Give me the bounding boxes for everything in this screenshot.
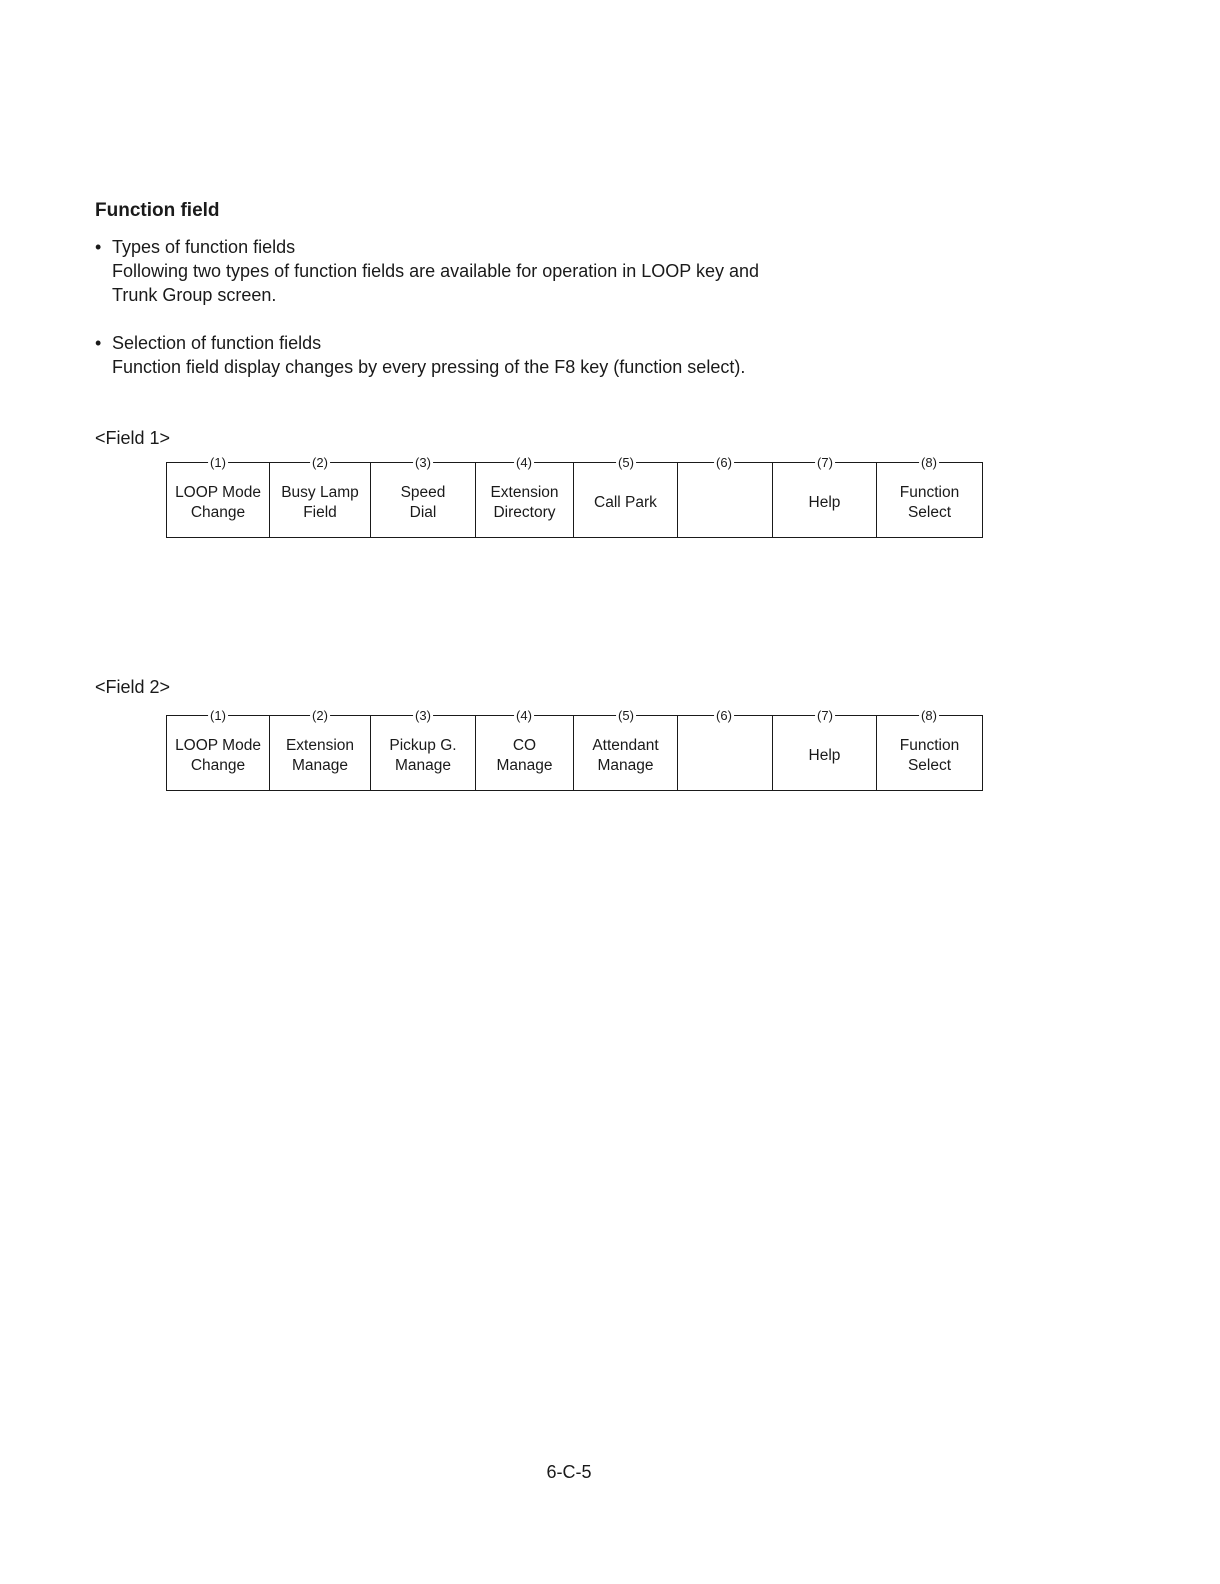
function-key-1: LOOP Mode Change	[167, 716, 270, 790]
page-number: 6-C-5	[546, 1462, 592, 1482]
function-key-1: LOOP Mode Change	[167, 463, 270, 537]
function-key-7: Help	[773, 463, 877, 537]
key-number: (4)	[516, 708, 532, 723]
function-key-2: Extension Manage	[270, 716, 371, 790]
field-1-label: <Field 1>	[95, 428, 171, 448]
key-number: (3)	[415, 455, 431, 470]
field-2-key-diagram	[166, 708, 983, 793]
function-key-3: Speed Dial	[371, 463, 476, 537]
function-key-8: Function Select	[899, 737, 960, 774]
function-key-7: Help	[773, 716, 877, 790]
bullet-types	[95, 235, 759, 307]
section-heading: Function field	[95, 200, 220, 221]
key-number: (4)	[516, 455, 532, 470]
key-number: (1)	[210, 455, 226, 470]
key-row-box	[166, 715, 983, 791]
function-key-4: Extension Directory	[476, 463, 574, 537]
key-number: (8)	[921, 455, 937, 470]
field-1-key-diagram	[166, 455, 983, 540]
bullet-title: Selection of function fields	[112, 333, 322, 353]
key-number: (1)	[210, 708, 226, 723]
bullet-dot: •	[95, 237, 102, 257]
function-key-6	[678, 463, 773, 537]
key-number: (3)	[415, 708, 431, 723]
function-key-5: Call Park	[574, 463, 678, 537]
function-key-3: Pickup G. Manage	[371, 716, 476, 790]
bullet-line: Trunk Group screen.	[112, 285, 277, 305]
key-number: (2)	[312, 455, 328, 470]
key-number: (7)	[817, 455, 833, 470]
bullet-line: Function field display changes by every pressing of the F8 key (function select).	[112, 357, 746, 377]
function-key-2: Busy Lamp Field	[270, 463, 371, 537]
function-key-8: Function Select	[899, 484, 960, 521]
function-key-6	[678, 716, 773, 790]
key-number: (2)	[312, 708, 328, 723]
key-number: (5)	[618, 708, 634, 723]
key-number: (7)	[817, 708, 833, 723]
bullet-selection	[95, 331, 745, 379]
key-number: (6)	[716, 455, 732, 470]
bullet-title: Types of function fields	[112, 237, 296, 257]
bullet-dot: •	[95, 333, 102, 353]
key-number: (6)	[716, 708, 732, 723]
bullet-line: Following two types of function fields are available for operation in LOOP key and	[112, 261, 760, 281]
key-number: (8)	[921, 708, 937, 723]
field-2-label: <Field 2>	[95, 677, 171, 697]
key-row-box	[166, 462, 983, 538]
function-key-5: Attendant Manage	[574, 716, 678, 790]
key-number: (5)	[618, 455, 634, 470]
function-key-4: CO Manage	[476, 716, 574, 790]
